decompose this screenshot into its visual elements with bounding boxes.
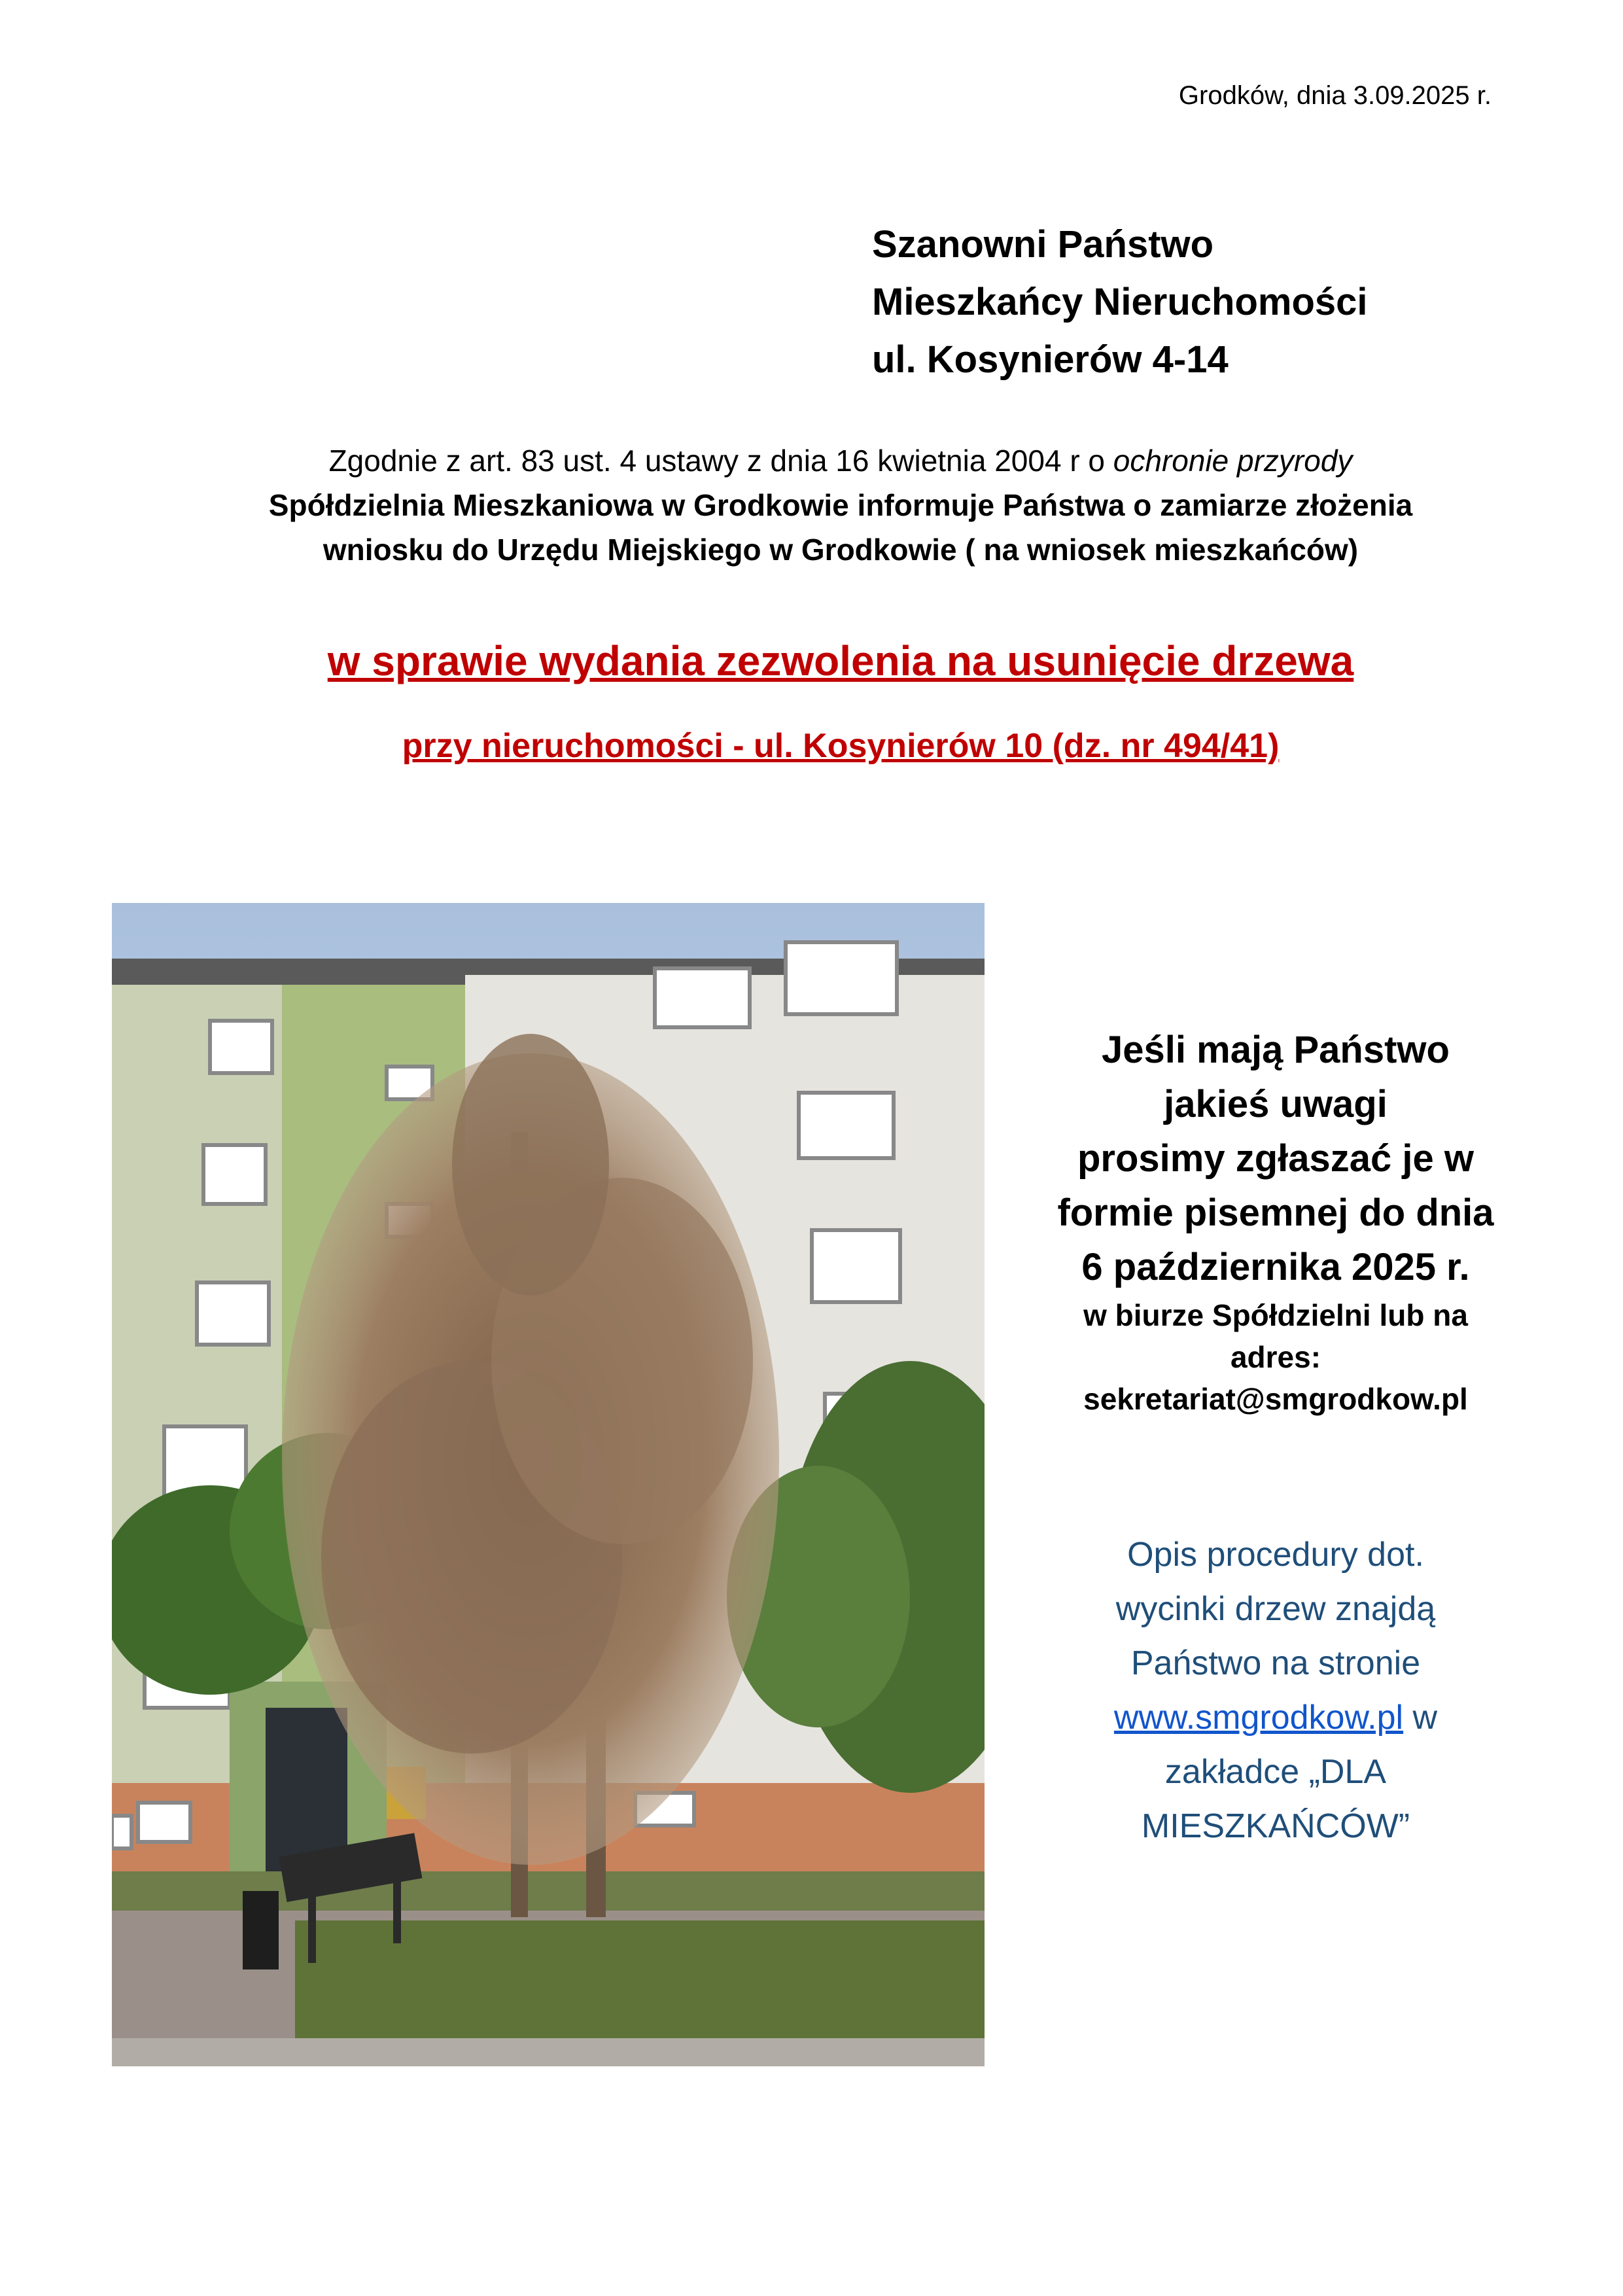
subject-location: przy nieruchomości - ul. Kosynierów 10 (dz. nr 494/41): [402, 727, 1280, 765]
notice-line-6: w biurze Spółdzielni lub na: [1083, 1298, 1468, 1332]
notice-line-1: Jeśli mają Państwo: [1102, 1029, 1450, 1071]
tree-photo: [112, 903, 985, 2066]
intro-act-title: ochronie przyrody: [1113, 444, 1353, 478]
website-link[interactable]: www.smgrodkow.pl: [1113, 1699, 1404, 1737]
notice-deadline: 6 października 2025 r.: [1081, 1246, 1470, 1288]
addressee-line-3: ul. Kosynierów 4-14: [872, 338, 1229, 381]
procedure-line-5: zakładce „DLA: [1164, 1753, 1387, 1791]
notice-email: sekretariat@smgrodkow.pl: [1083, 1382, 1468, 1416]
notice-line-3: prosimy zgłaszać je w: [1077, 1137, 1475, 1180]
comments-notice: [981, 1023, 1570, 1420]
notice-line-4: formie pisemnej do dnia: [1057, 1192, 1494, 1234]
intro-line-1: [111, 438, 1570, 483]
intro-paragraph: [111, 438, 1570, 572]
notice-line-2: jakieś uwagi: [1164, 1083, 1387, 1125]
subject-title: w sprawie wydania zezwolenia na usunięcie drzewa: [327, 637, 1354, 684]
intro-line-3: wniosku do Urzędu Miejskiego w Grodkowie ( na wniosek mieszkańców): [323, 533, 1359, 567]
intro-legal-basis: Zgodnie z art. 83 ust. 4 ustawy z dnia 16 kwietnia 2004 r o: [328, 444, 1113, 478]
addressee-block: [872, 216, 1368, 389]
notice-line-7: adres:: [1230, 1340, 1321, 1374]
procedure-line-4: [981, 1691, 1570, 1745]
procedure-line-6: MIESZKAŃCÓW”: [1141, 1807, 1410, 1845]
addressee-line-1: Szanowni Państwo: [872, 223, 1214, 266]
subject-block: [111, 628, 1570, 772]
intro-line-2: Spółdzielnia Mieszkaniowa w Grodkowie informuje Państwa o zamiarze złożenia: [268, 488, 1413, 522]
procedure-info: [981, 1528, 1570, 1854]
addressee-line-2: Mieszkańcy Nieruchomości: [872, 281, 1368, 323]
procedure-link-suffix: w: [1403, 1699, 1438, 1737]
procedure-line-1: Opis procedury dot.: [1127, 1536, 1424, 1574]
procedure-line-2: wycinki drzew znajdą: [1115, 1590, 1436, 1628]
procedure-line-3: Państwo na stronie: [1130, 1644, 1421, 1682]
date-line: Grodków, dnia 3.09.2025 r.: [1178, 81, 1492, 110]
